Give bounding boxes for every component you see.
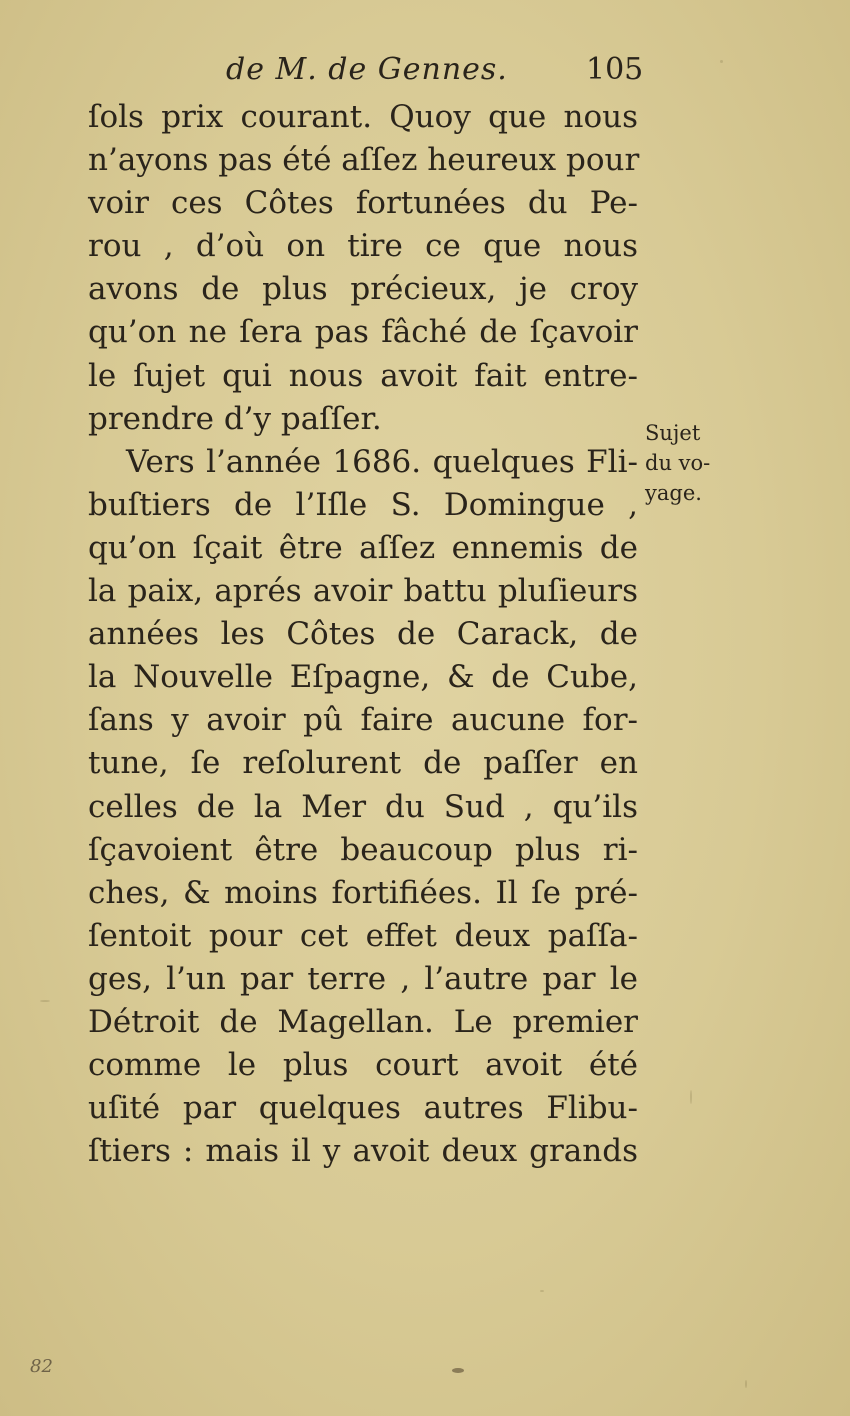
body-text (88, 96, 638, 1173)
page-number: 105 (586, 52, 644, 87)
marginal-note (645, 418, 710, 508)
text-line: comme le plus court avoit été (88, 1047, 638, 1084)
marginal-note-line: Sujet (645, 421, 701, 445)
text-line: ches, & moins fortifiées. Il ſe pré- (88, 874, 638, 911)
text-line: voir ces Côtes fortunées du Pe- (88, 185, 638, 222)
text-line: ſçavoient être beaucoup plus ri- (88, 831, 638, 868)
paper-speck (690, 1090, 692, 1104)
text-line: buſtiers de l’Iſle S. Domingue , (88, 486, 638, 523)
text-line: tune, ſe reſolurent de paſſer en (88, 745, 638, 782)
running-head: de M. de Gennes. (226, 52, 508, 87)
text-line: avons de plus précieux, je croy (88, 271, 638, 308)
text-line: n’ayons pas été aſſez heureux pour (88, 142, 640, 179)
text-line: rou , d’où on tire ce que nous (88, 228, 638, 265)
paper-speck (540, 1290, 544, 1292)
text-line: uſité par quelques autres Flibu- (88, 1090, 638, 1127)
text-line: ſtiers : mais il y avoit deux grands (88, 1133, 638, 1170)
text-line: la paix, aprés avoir battu pluſieurs (88, 573, 638, 610)
text-line: ſans y avoir pû faire aucune for- (88, 702, 638, 739)
marginal-note-line: yage. (645, 481, 702, 505)
text-line: années les Côtes de Carack, de (88, 616, 638, 653)
text-line: le ſujet qui nous avoit fait entre- (88, 357, 638, 394)
marginal-note-line: du vo- (645, 451, 711, 475)
text-line: ges, l’un par terre , l’autre par le (88, 960, 638, 997)
paper-speck (745, 1380, 747, 1388)
text-line: la Nouvelle Eſpagne, & de Cube, (88, 659, 638, 696)
text-line: ſentoit pour cet effet deux paſſa- (88, 917, 638, 954)
signature-mark: 82 (30, 1356, 53, 1377)
ink-mark (452, 1368, 464, 1373)
page-header (0, 52, 850, 96)
text-line: ſols prix courant. Quoy que nous (88, 99, 638, 135)
text-line: prendre d’y paſſer. (88, 400, 382, 437)
text-line: qu’on ſçait être aſſez ennemis de (88, 529, 638, 566)
paper-speck (40, 1000, 50, 1002)
text-line: qu’on ne ſera pas fâché de ſçavoir (88, 314, 638, 351)
text-line: Détroit de Magellan. Le premier (88, 1003, 638, 1040)
paragraph-start-line: Vers l’année 1686. quelques Fli- (126, 443, 638, 480)
text-line: celles de la Mer du Sud , qu’ils (88, 788, 638, 825)
